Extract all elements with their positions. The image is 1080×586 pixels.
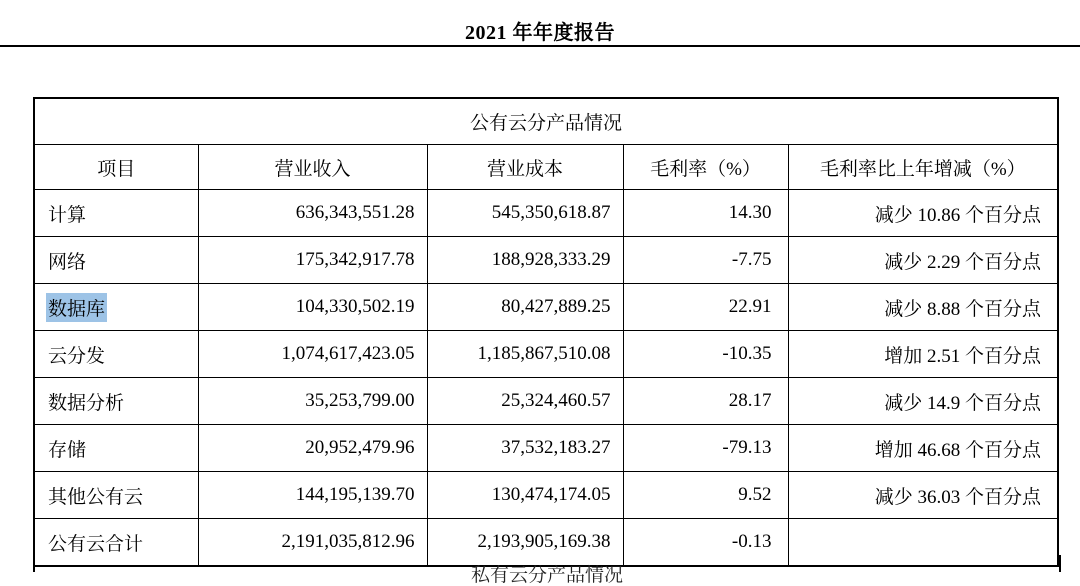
cell-cost: 188,928,333.29 <box>427 237 623 284</box>
next-table-title-truncated: 私有云分产品情况 <box>470 565 623 586</box>
cell-revenue: 104,330,502.19 <box>198 284 427 331</box>
cell-item <box>34 425 198 472</box>
table-row <box>34 425 1058 472</box>
cell-cost: 25,324,460.57 <box>427 378 623 425</box>
cell-item <box>34 331 198 378</box>
item-label: 其他公有云 <box>48 486 144 508</box>
item-label: 数据库 <box>46 293 107 322</box>
cell-margin-change: 减少 14.9 个百分点 <box>788 378 1058 425</box>
cell-revenue: 2,191,035,812.96 <box>198 519 427 567</box>
column-header-item: 项目 <box>34 145 198 190</box>
table-title: 公有云分产品情况 <box>34 98 1058 145</box>
header-rule <box>0 45 1080 47</box>
cell-margin-change: 减少 8.88 个百分点 <box>788 284 1058 331</box>
cell-margin-change: 减少 10.86 个百分点 <box>788 190 1058 237</box>
next-table-truncated-row <box>33 555 1061 586</box>
report-title: 2021 年年度报告 <box>465 22 615 44</box>
cell-revenue: 35,253,799.00 <box>198 378 427 425</box>
item-label: 存储 <box>48 439 87 461</box>
table-row <box>34 284 1058 331</box>
table-header-row <box>34 145 1058 190</box>
cell-revenue: 636,343,551.28 <box>198 190 427 237</box>
cell-cost: 545,350,618.87 <box>427 190 623 237</box>
table-row <box>34 237 1058 284</box>
cell-gross-margin: -10.35 <box>623 331 788 378</box>
cell-margin-change: 增加 46.68 个百分点 <box>788 425 1058 472</box>
item-label: 云分发 <box>48 345 106 367</box>
cell-item <box>34 237 198 284</box>
table-row <box>34 190 1058 237</box>
cell-gross-margin: 22.91 <box>623 284 788 331</box>
table-row <box>34 472 1058 519</box>
column-header-revenue: 营业收入 <box>198 145 427 190</box>
table-title-row <box>34 98 1058 145</box>
cell-cost: 2,193,905,169.38 <box>427 519 623 567</box>
cell-margin-change: 减少 2.29 个百分点 <box>788 237 1058 284</box>
cell-cost: 130,474,174.05 <box>427 472 623 519</box>
cell-gross-margin: -7.75 <box>623 237 788 284</box>
item-label: 网络 <box>48 251 87 273</box>
item-label: 数据分析 <box>48 392 125 414</box>
cell-cost: 37,532,183.27 <box>427 425 623 472</box>
cell-gross-margin: -0.13 <box>623 519 788 567</box>
cell-revenue: 1,074,617,423.05 <box>198 331 427 378</box>
cell-item <box>34 284 198 331</box>
cell-margin-change: 减少 36.03 个百分点 <box>788 472 1058 519</box>
table-row <box>34 378 1058 425</box>
cell-revenue: 20,952,479.96 <box>198 425 427 472</box>
cell-revenue: 144,195,139.70 <box>198 472 427 519</box>
cell-item <box>34 190 198 237</box>
report-header <box>0 0 1080 45</box>
table-row <box>34 331 1058 378</box>
public-cloud-products-table <box>33 97 1059 567</box>
cell-margin-change: 增加 2.51 个百分点 <box>788 331 1058 378</box>
cell-gross-margin: -79.13 <box>623 425 788 472</box>
cell-revenue: 175,342,917.78 <box>198 237 427 284</box>
cell-gross-margin: 28.17 <box>623 378 788 425</box>
item-label: 公有云合计 <box>48 533 144 555</box>
cell-item <box>34 472 198 519</box>
cell-item <box>34 378 198 425</box>
item-label: 计算 <box>48 204 87 226</box>
cell-cost: 1,185,867,510.08 <box>427 331 623 378</box>
cell-gross-margin: 14.30 <box>623 190 788 237</box>
cell-cost: 80,427,889.25 <box>427 284 623 331</box>
column-header-margin: 毛利率（%） <box>623 145 788 190</box>
column-header-cost: 营业成本 <box>427 145 623 190</box>
cell-gross-margin: 9.52 <box>623 472 788 519</box>
column-header-margin-change: 毛利率比上年增减（%） <box>788 145 1058 190</box>
